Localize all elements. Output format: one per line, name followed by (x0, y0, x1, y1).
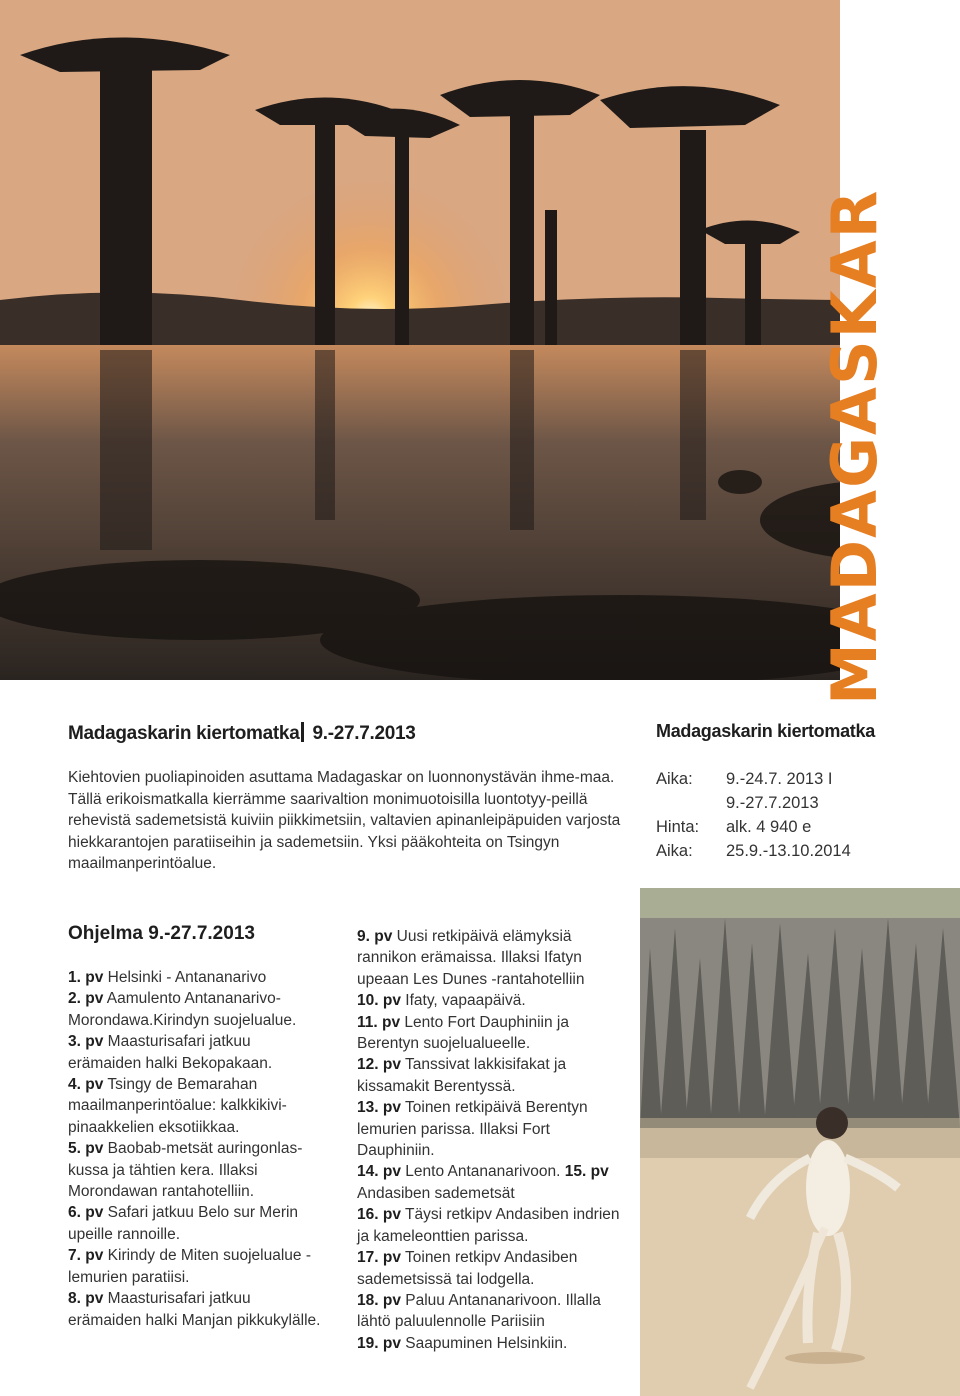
day-abbrev: pv (85, 1247, 104, 1265)
day-number: 12. (357, 1056, 379, 1074)
program-day (357, 990, 627, 1011)
program-day (357, 1204, 627, 1247)
program-day (68, 1074, 328, 1138)
day-number: 3. (68, 1033, 81, 1051)
day-number: 13. (357, 1099, 379, 1117)
day-text: Kirindy de Miten suojelualue - lemurien paratiisi. (68, 1247, 311, 1286)
day-abbrev: pv (85, 1033, 104, 1051)
day-text: Baobab-metsät auringonlas-kussa ja tähtien kera. Illaksi Morondawan rantahotelliin. (68, 1140, 303, 1201)
day-abbrev: pv (85, 1076, 104, 1094)
tour-name: Madagaskarin kiertomatka (68, 723, 300, 744)
day-text: Paluu Antananarivoon. Illalla lähtö paluulennolle Pariisiin (357, 1291, 601, 1331)
program-column-2 (357, 926, 627, 1354)
intro-paragraph: Kiehtovien puoliapinoiden asuttama Madagaskar on luonnonystävän ihme-maa. Tällä erikoismatkalla kierrämme saarivaltion monimuotoisilla luontotyy-peillä rehevistä sademetsistä kuiviin piikkimetsiin, valtavien apinanleipäpuiden varjosta hiekkarantojen paratiiseihin ja sademetsiin. Yksi pääkohteita on Tsingyn maailmanperintöalue. (68, 769, 621, 872)
day-text: Saapuminen Helsinkiin. (405, 1334, 568, 1352)
day-text: Maasturisafari jatkuu erämaiden halki Bekopakaan. (68, 1033, 273, 1072)
day-text: Lento Fort Dauphiniin ja Berentyn suojelualueelle. (357, 1013, 569, 1053)
day-abbrev: pv (85, 1290, 104, 1308)
day-number: 4. (68, 1076, 81, 1094)
day-abbrev: pv (382, 1291, 401, 1309)
day-abbrev: pv (382, 1334, 401, 1352)
program-day (68, 1138, 328, 1202)
hero-photo-baobabs (0, 0, 960, 680)
tour-info-box (656, 767, 851, 863)
program-day (357, 1161, 627, 1204)
program-day (357, 1333, 627, 1354)
day-abbrev: pv (85, 1204, 104, 1222)
program-title: Ohjelma 9.-27.7.2013 (68, 923, 255, 944)
info-row (656, 839, 851, 863)
day-number: 8. (68, 1290, 81, 1308)
day-number: 19. (357, 1334, 379, 1352)
day-text: Täysi retkipv Andasiben indrien ja kameleonttien parissa. (357, 1206, 620, 1245)
day-text: Safari jatkuu Belo sur Merin upeille rannoille. (68, 1204, 299, 1243)
baobab-sunset-illustration (0, 0, 960, 680)
day-text: Toinen retkipv Andasiben sademetsissä tai lodgella. (357, 1249, 578, 1288)
program-day (357, 926, 627, 990)
program-day (68, 988, 328, 1031)
day-number: 5. (68, 1140, 81, 1158)
info-value: 25.9.-13.10.2014 (726, 842, 851, 860)
day-abbrev: pv (382, 992, 401, 1010)
program-day (68, 1202, 328, 1245)
day-abbrev: pv (590, 1163, 609, 1181)
day-abbrev: pv (85, 990, 104, 1008)
day-abbrev: pv (374, 928, 393, 945)
tour-heading (68, 722, 416, 745)
day-number: 17. (357, 1249, 379, 1267)
program-day (68, 1245, 328, 1288)
day-text: Andasiben sademetsät (357, 1184, 515, 1202)
info-label: Aika: (656, 770, 693, 788)
program-day (68, 1288, 328, 1331)
day-text: Toinen retkipäivä Berentyn lemurien parissa. Illaksi Fort Dauphiniin. (357, 1099, 588, 1160)
day-number: 9. (357, 928, 370, 945)
day-number: 1. (68, 969, 81, 986)
day-abbrev: pv (382, 1206, 401, 1224)
day-number: 15. (564, 1163, 587, 1181)
day-abbrev: pv (382, 1249, 401, 1267)
info-label: Aika: (656, 842, 693, 860)
program-column-1 (68, 967, 328, 1331)
day-number: 11. (357, 1013, 378, 1031)
day-abbrev: pv (382, 1163, 401, 1181)
day-text: Helsinki - Antananarivo (107, 969, 267, 986)
day-text: Lento Antananarivoon. (405, 1163, 561, 1181)
info-row (656, 815, 851, 839)
day-text: Aamulento Antananarivo-Morondawa.Kirindyn suojelualue. (68, 990, 297, 1029)
program-day (357, 1012, 627, 1055)
program-day (357, 1247, 627, 1290)
day-text: Tsingy de Bemarahan maailmanperintöalue: kalkkikivi-pinaakkelien eksotiikkaa. (68, 1076, 287, 1136)
title-separator (301, 722, 304, 742)
day-text: Ifaty, vapaapäivä. (405, 992, 526, 1010)
program-day (357, 1290, 627, 1333)
day-abbrev: pv (382, 1056, 401, 1074)
day-number: 14. (357, 1163, 379, 1181)
sidebar-title: Madagaskarin kiertomatka (656, 721, 875, 741)
vertical-destination-title: MADAGASKAR (818, 188, 891, 705)
info-label: Hinta: (656, 818, 700, 836)
day-number: 18. (357, 1291, 379, 1309)
program-day (68, 967, 328, 988)
day-number: 7. (68, 1247, 81, 1265)
tour-dates: 9.-27.7.2013 (312, 723, 416, 744)
day-number: 6. (68, 1204, 81, 1222)
day-abbrev: pv (85, 1140, 104, 1158)
program-day (357, 1054, 627, 1097)
info-value: alk. 4 940 e (726, 818, 812, 836)
tsingy-lemur-illustration (640, 888, 960, 1396)
info-row (656, 767, 851, 815)
day-number: 16. (357, 1206, 379, 1224)
day-abbrev: pv (382, 1013, 401, 1031)
day-abbrev: pv (382, 1099, 401, 1117)
tsingy-lemur-photo (640, 888, 960, 1396)
day-text: Maasturisafari jatkuu erämaiden halki Manjan pikkukylälle. (68, 1290, 321, 1329)
day-number: 10. (357, 992, 379, 1010)
program-day (68, 1031, 328, 1074)
info-value: 9.-24.7. 2013 I 9.-27.7.2013 (726, 770, 833, 812)
day-number: 2. (68, 990, 81, 1008)
day-abbrev: pv (85, 969, 104, 986)
program-day (357, 1097, 627, 1161)
day-text: Uusi retkipäivä elämyksiä rannikon erämaissa. Illaksi Ifatyn upeaan Les Dunes -rantahotelliin (357, 928, 585, 988)
day-text: Tanssivat lakkisifakat ja kissamakit Berentyssä. (357, 1056, 567, 1095)
